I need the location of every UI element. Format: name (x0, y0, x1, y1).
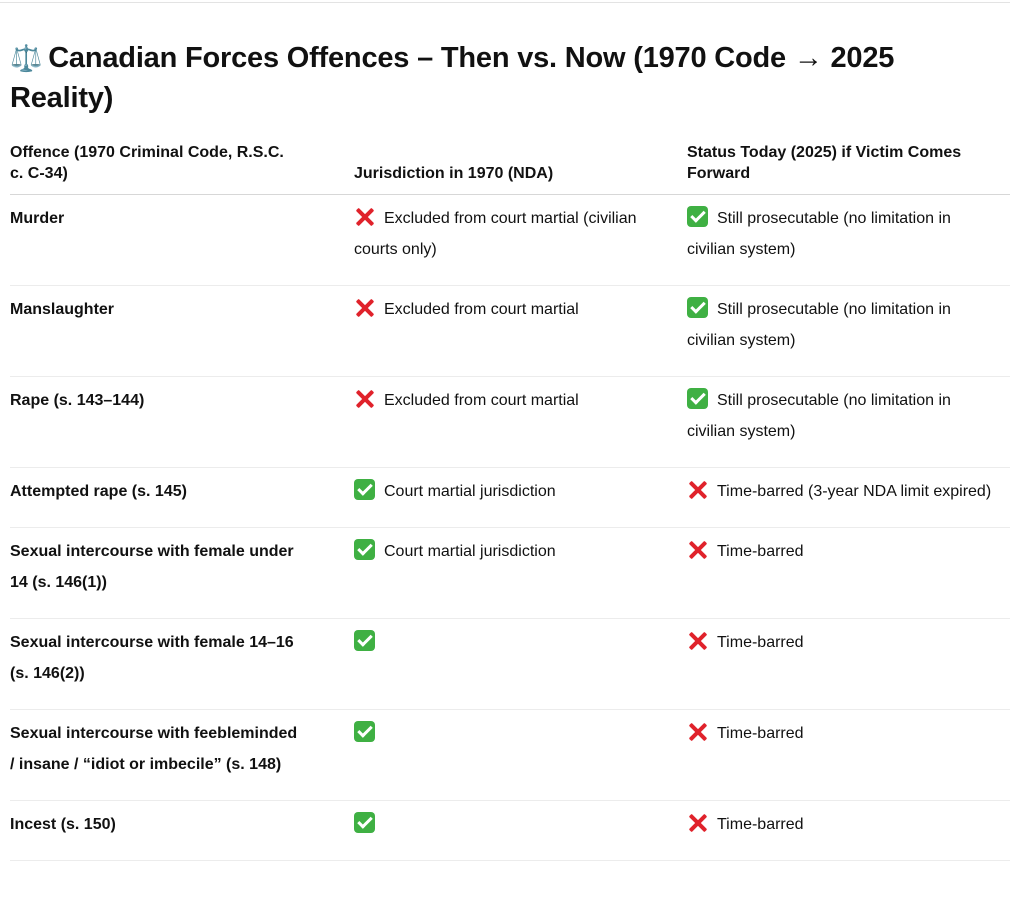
offence-cell (10, 377, 354, 468)
cross-icon (687, 479, 708, 500)
jurisdiction-cell (354, 528, 687, 619)
status-cell (687, 286, 1010, 377)
table-row (10, 801, 1010, 861)
status-text: Time-barred (717, 725, 804, 742)
offences-table (10, 138, 1010, 861)
status-cell (687, 377, 1010, 468)
offence-text: Murder (10, 210, 65, 227)
status-text: Time-barred (717, 816, 804, 833)
balance-scale-icon: ⚖️ (10, 43, 43, 73)
status-cell (687, 528, 1010, 619)
offence-cell (10, 710, 354, 801)
status-text: Time-barred (717, 634, 804, 651)
offence-text: Incest (s. 150) (10, 816, 116, 833)
cross-icon (687, 539, 708, 560)
check-icon (354, 812, 375, 833)
jurisdiction-cell (354, 195, 687, 286)
cross-icon (687, 630, 708, 651)
page-title-text: Canadian Forces Offences – Then vs. Now (1970 Code → 2025 Reality) (10, 42, 895, 114)
check-icon (354, 721, 375, 742)
offence-text: Sexual intercourse with female 14–16 (s. 146(2)) (10, 634, 294, 682)
table-row (10, 528, 1010, 619)
offence-cell (10, 528, 354, 619)
check-icon (354, 630, 375, 651)
table-row (10, 710, 1010, 801)
cross-icon (354, 388, 375, 409)
offence-text: Sexual intercourse with female under 14 (s. 146(1)) (10, 543, 294, 591)
status-cell (687, 195, 1010, 286)
jurisdiction-cell (354, 377, 687, 468)
jurisdiction-text: Court martial jurisdiction (384, 483, 556, 500)
status-text: Still prosecutable (no limitation in civilian system) (687, 301, 951, 349)
jurisdiction-cell (354, 801, 687, 861)
cross-icon (687, 721, 708, 742)
status-text: Still prosecutable (no limitation in civilian system) (687, 210, 951, 258)
check-icon (687, 388, 708, 409)
check-icon (687, 297, 708, 318)
status-cell (687, 710, 1010, 801)
jurisdiction-cell (354, 286, 687, 377)
top-divider (0, 2, 1010, 3)
status-cell (687, 468, 1010, 528)
jurisdiction-text: Excluded from court martial (384, 301, 579, 318)
status-cell (687, 619, 1010, 710)
offence-text: Sexual intercourse with feebleminded / insane / “idiot or imbecile” (s. 148) (10, 725, 298, 773)
table-row (10, 619, 1010, 710)
jurisdiction-cell (354, 468, 687, 528)
table-row (10, 286, 1010, 377)
offence-text: Manslaughter (10, 301, 115, 318)
offence-cell (10, 801, 354, 861)
offence-cell (10, 468, 354, 528)
jurisdiction-cell (354, 619, 687, 710)
jurisdiction-cell (354, 710, 687, 801)
header-jurisdiction: Jurisdiction in 1970 (NDA) (354, 138, 687, 195)
status-text: Still prosecutable (no limitation in civilian system) (687, 392, 951, 440)
jurisdiction-text: Excluded from court martial (384, 392, 579, 409)
table-row (10, 377, 1010, 468)
offence-cell (10, 195, 354, 286)
status-text: Time-barred (717, 543, 804, 560)
page-title (10, 38, 1000, 118)
table-row (10, 195, 1010, 286)
header-offence: Offence (1970 Criminal Code, R.S.C. c. C-34) (10, 138, 354, 195)
table-row (10, 468, 1010, 528)
offence-text: Attempted rape (s. 145) (10, 483, 187, 500)
cross-icon (354, 297, 375, 318)
offence-text: Rape (s. 143–144) (10, 392, 145, 409)
offence-cell (10, 619, 354, 710)
header-status: Status Today (2025) if Victim Comes Forward (687, 138, 1010, 195)
check-icon (354, 539, 375, 560)
check-icon (687, 206, 708, 227)
cross-icon (687, 812, 708, 833)
cross-icon (354, 206, 375, 227)
jurisdiction-text: Excluded from court martial (civilian courts only) (354, 210, 637, 258)
table-header-row (10, 138, 1010, 195)
jurisdiction-text: Court martial jurisdiction (384, 543, 556, 560)
status-cell (687, 801, 1010, 861)
offence-cell (10, 286, 354, 377)
status-text: Time-barred (3-year NDA limit expired) (717, 483, 992, 500)
check-icon (354, 479, 375, 500)
